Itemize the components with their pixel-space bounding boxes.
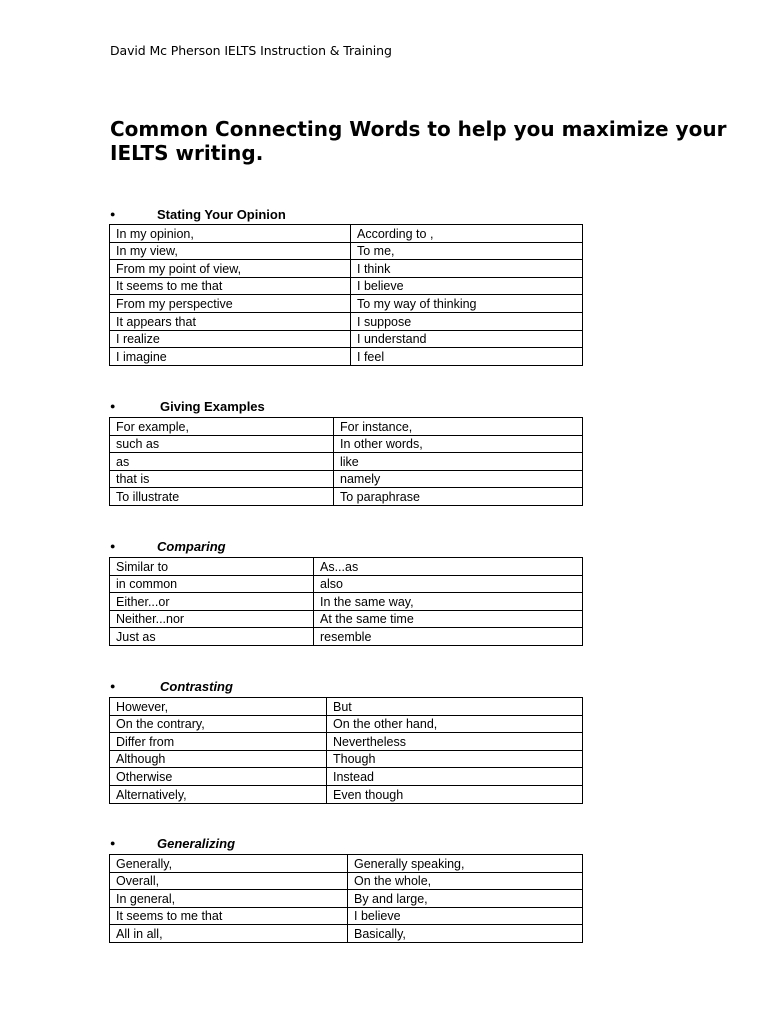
table-row	[110, 435, 583, 453]
table-cell: It seems to me that	[110, 277, 351, 295]
table-cell: Even though	[327, 785, 583, 803]
table-row	[110, 330, 583, 348]
table-cell: From my perspective	[110, 295, 351, 313]
table-cell: I realize	[110, 330, 351, 348]
table-cell: I feel	[351, 348, 583, 366]
table-cell: It appears that	[110, 312, 351, 330]
table-row	[110, 698, 583, 716]
table-cell: Generally speaking,	[348, 855, 583, 873]
table-cell: To me,	[351, 242, 583, 260]
table-cell: To my way of thinking	[351, 295, 583, 313]
table-cell: In my view,	[110, 242, 351, 260]
table-cell: In my opinion,	[110, 225, 351, 243]
table-cell: But	[327, 698, 583, 716]
table-cell: According to ,	[351, 225, 583, 243]
table-cell: Overall,	[110, 872, 348, 890]
table-cell: From my point of view,	[110, 260, 351, 278]
bullet-icon: ●	[110, 681, 116, 691]
table-cell: On the contrary,	[110, 715, 327, 733]
table-cell: I imagine	[110, 348, 351, 366]
examples-table	[109, 417, 583, 506]
table-row	[110, 312, 583, 330]
table-cell: I understand	[351, 330, 583, 348]
table-cell: resemble	[314, 628, 583, 646]
table-cell: Either...or	[110, 593, 314, 611]
table-row	[110, 418, 583, 436]
table-cell: At the same time	[314, 610, 583, 628]
table-cell: Alternatively,	[110, 785, 327, 803]
table-cell: I believe	[348, 907, 583, 925]
table-row	[110, 907, 583, 925]
table-cell: On the other hand,	[327, 715, 583, 733]
table-cell: By and large,	[348, 890, 583, 908]
table-cell: For example,	[110, 418, 334, 436]
table-cell: as	[110, 453, 334, 471]
bullet-icon: ●	[110, 838, 116, 848]
table-cell: Similar to	[110, 558, 314, 576]
table-cell: such as	[110, 435, 334, 453]
table-row	[110, 593, 583, 611]
section-heading-text: Generalizing	[157, 836, 236, 851]
table-cell: Just as	[110, 628, 314, 646]
table-cell: Although	[110, 750, 327, 768]
table-cell: Neither...nor	[110, 610, 314, 628]
table-row	[110, 488, 583, 506]
table-cell: All in all,	[110, 925, 348, 943]
table-cell: Instead	[327, 768, 583, 786]
table-cell: Generally,	[110, 855, 348, 873]
table-cell: Basically,	[348, 925, 583, 943]
table-cell: In general,	[110, 890, 348, 908]
comparing-table	[109, 557, 583, 646]
table-cell: On the whole,	[348, 872, 583, 890]
table-row	[110, 872, 583, 890]
table-row	[110, 610, 583, 628]
table-cell: Though	[327, 750, 583, 768]
bullet-icon: ●	[110, 209, 116, 219]
table-row	[110, 277, 583, 295]
table-cell: However,	[110, 698, 327, 716]
table-row	[110, 768, 583, 786]
table-cell: Differ from	[110, 733, 327, 751]
table-row	[110, 785, 583, 803]
table-row	[110, 260, 583, 278]
table-cell: I suppose	[351, 312, 583, 330]
section-heading-text: Comparing	[157, 539, 226, 554]
table-cell: I think	[351, 260, 583, 278]
table-row	[110, 558, 583, 576]
document-header: David Mc Pherson IELTS Instruction & Training	[110, 43, 392, 58]
table-cell: Otherwise	[110, 768, 327, 786]
table-row	[110, 925, 583, 943]
bullet-icon: ●	[110, 541, 116, 551]
table-row	[110, 295, 583, 313]
table-row	[110, 348, 583, 366]
table-cell: In other words,	[334, 435, 583, 453]
table-cell: It seems to me that	[110, 907, 348, 925]
table-cell: To paraphrase	[334, 488, 583, 506]
section-heading-text: Giving Examples	[160, 399, 265, 414]
section-heading-text: Stating Your Opinion	[157, 207, 286, 222]
table-row	[110, 242, 583, 260]
table-row	[110, 855, 583, 873]
table-cell: in common	[110, 575, 314, 593]
table-cell: namely	[334, 470, 583, 488]
generalizing-table	[109, 854, 583, 943]
table-cell: For instance,	[334, 418, 583, 436]
table-row	[110, 470, 583, 488]
table-cell: also	[314, 575, 583, 593]
contrasting-table	[109, 697, 583, 804]
table-row	[110, 890, 583, 908]
table-row	[110, 628, 583, 646]
table-cell: that is	[110, 470, 334, 488]
table-cell: To illustrate	[110, 488, 334, 506]
table-cell: Nevertheless	[327, 733, 583, 751]
opinion-table	[109, 224, 583, 366]
table-cell: I believe	[351, 277, 583, 295]
table-cell: As...as	[314, 558, 583, 576]
table-cell: like	[334, 453, 583, 471]
document-title: Common Connecting Words to help you maximize your IELTS writing.	[110, 117, 727, 165]
table-row	[110, 575, 583, 593]
table-row	[110, 733, 583, 751]
table-row	[110, 453, 583, 471]
bullet-icon: ●	[110, 401, 116, 411]
table-row	[110, 225, 583, 243]
table-row	[110, 715, 583, 733]
table-cell: In the same way,	[314, 593, 583, 611]
table-row	[110, 750, 583, 768]
section-heading-text: Contrasting	[160, 679, 233, 694]
